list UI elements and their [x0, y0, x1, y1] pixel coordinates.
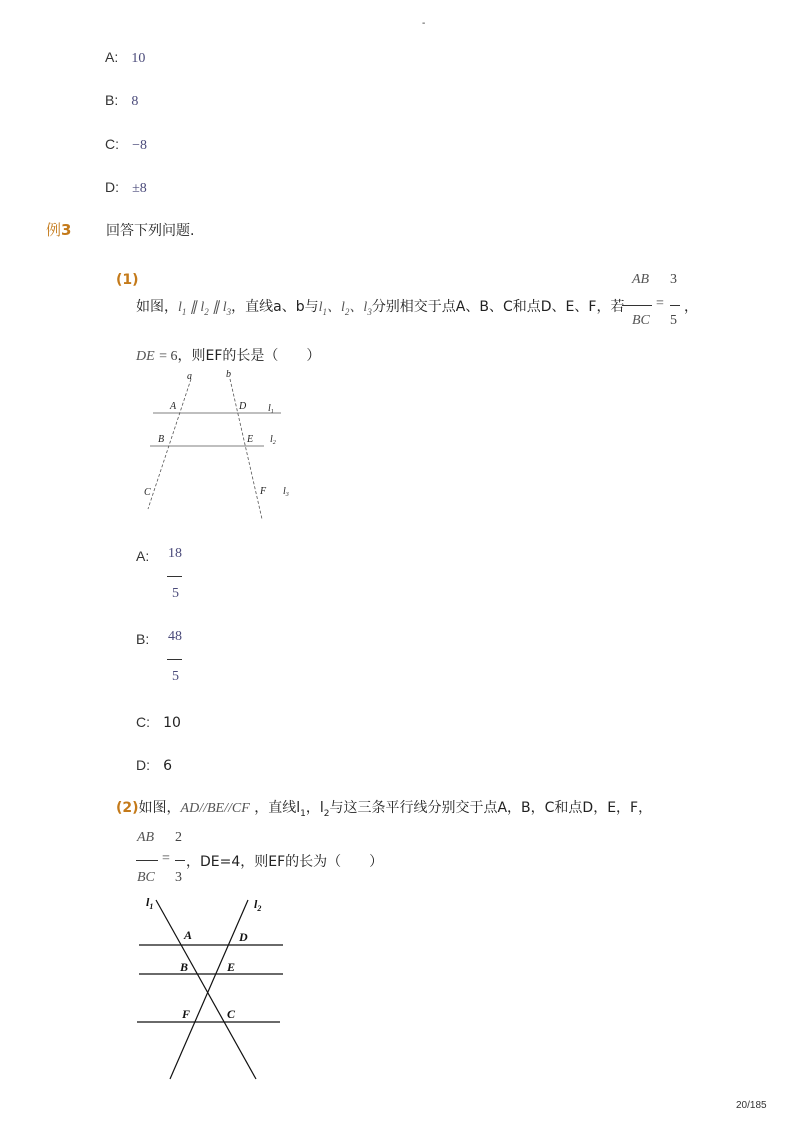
- label-A: A: [184, 928, 193, 942]
- q2-text-post2: ，l: [305, 800, 324, 816]
- q1-ratio-denominator: 5: [670, 313, 677, 328]
- option-fraction-bar: [167, 576, 182, 577]
- q1-de-value: = 6: [159, 349, 178, 364]
- option-value: 10: [131, 51, 146, 66]
- q2-ratio-denominator-var: BC: [137, 870, 155, 885]
- q2-figure: [130, 890, 300, 1085]
- q2-ratio-fraction-bar-2: [175, 860, 185, 861]
- label-D: D: [239, 930, 248, 944]
- q1-lines-expr: $l_1$、$l_2$、$l_3$: [318, 300, 372, 317]
- option-label: D:: [105, 179, 119, 195]
- q2-text-post: ，直线l: [254, 800, 301, 816]
- q2-ratio-denominator: 3: [175, 870, 182, 885]
- option-label: D:: [136, 757, 150, 773]
- q1-de-var: DE: [136, 349, 155, 364]
- q2-text-pre: 如图，: [138, 800, 181, 816]
- option-value: −8: [132, 138, 147, 153]
- prev-option-d[interactable]: [105, 177, 147, 197]
- q1-text-mid: ，直线a、b与: [231, 299, 319, 315]
- q1-figure: [136, 366, 306, 526]
- option-label: B:: [136, 631, 150, 647]
- option-value: 6: [163, 758, 173, 774]
- q1-line2-post: ，则EF的长是（ ）: [177, 348, 321, 364]
- q2-ratio-fraction-bar: [136, 860, 158, 861]
- label-B: B: [180, 960, 189, 974]
- example-text: 回答下列问题.: [106, 223, 195, 239]
- q1-text-pre: 如图，: [136, 299, 178, 315]
- q1-ratio-numerator-var: AB: [632, 272, 650, 287]
- prev-option-a[interactable]: [105, 47, 145, 67]
- q1-number: (1): [116, 272, 139, 288]
- label-F: F: [260, 486, 267, 497]
- option-label: C:: [136, 714, 150, 730]
- option-label: A:: [136, 548, 150, 564]
- label-C: C: [227, 1007, 236, 1021]
- label-C: C: [144, 487, 151, 498]
- option-value: 10: [163, 715, 181, 731]
- option-fraction-bar: [167, 659, 182, 660]
- example-prefix: 例: [46, 221, 62, 239]
- q2-text-post3: 与这三条平行线分别交于点A，B，C和点D，E，F，: [329, 800, 653, 816]
- label-D: D: [239, 401, 247, 412]
- q1-option-b[interactable]: [136, 629, 196, 689]
- q1-option-d[interactable]: [136, 755, 172, 774]
- example-label: [46, 219, 71, 240]
- label-E: E: [227, 960, 236, 974]
- q1-option-a[interactable]: [136, 546, 196, 606]
- q1-line2: [136, 345, 320, 365]
- header-mark: -: [422, 18, 426, 29]
- q2-sub2: 2: [323, 808, 330, 819]
- label-B: B: [158, 434, 165, 445]
- q2-ratio-equals: =: [162, 851, 170, 866]
- option-label: C:: [105, 136, 119, 152]
- label-E: E: [247, 434, 254, 445]
- q1-ratio-numerator: 3: [670, 272, 677, 287]
- q1-option-c[interactable]: [136, 712, 181, 731]
- example-number: 3: [61, 221, 72, 239]
- q1-line1: [136, 296, 624, 317]
- q1-comma: ，: [684, 299, 698, 315]
- label-A: A: [170, 401, 177, 412]
- option-value: 8: [131, 94, 139, 109]
- option-label: A:: [105, 49, 119, 65]
- q1-ratio-denominator-var: BC: [632, 313, 650, 328]
- label-b: b: [226, 369, 231, 380]
- option-denominator: 5: [172, 669, 179, 684]
- q2-sub1: 1: [300, 808, 306, 819]
- q2-line2-post: ，DE=4，则EF的长为（ ）: [186, 854, 384, 870]
- line-b: [230, 379, 262, 519]
- q2-ratio-numerator: 2: [175, 830, 182, 845]
- label-l1: $l_1$: [268, 403, 274, 415]
- prev-option-b[interactable]: [105, 90, 138, 110]
- option-label: B:: [105, 92, 119, 108]
- label-F: F: [182, 1007, 191, 1021]
- q2-line1: [116, 797, 652, 819]
- label-l1: $l_1$: [146, 895, 154, 911]
- q1-ratio-fraction-bar-2: [670, 305, 680, 306]
- q2-parallel-expr: AD//BE//CF: [180, 801, 250, 816]
- label-l2: $l_2$: [254, 897, 262, 913]
- line-l2: [170, 900, 248, 1079]
- label-a: a: [187, 371, 192, 382]
- line-l1: [156, 900, 256, 1079]
- option-value: ±8: [132, 181, 147, 196]
- line-a: [148, 379, 191, 509]
- prev-option-c[interactable]: [105, 134, 147, 154]
- q1-ratio-equals: =: [656, 296, 664, 311]
- q2-ratio-numerator-var: AB: [137, 830, 155, 845]
- q1-parallel-expr: $l_1$ ∥ $l_2$ ∥ $l_3$: [178, 300, 232, 317]
- q1-ratio-fraction-bar: [622, 305, 652, 306]
- label-l3: $l_3$: [283, 486, 289, 498]
- q2-number: (2): [116, 800, 139, 816]
- option-denominator: 5: [172, 586, 179, 601]
- option-numerator: 18: [168, 546, 182, 561]
- page-number: 20/185: [736, 1100, 767, 1111]
- label-l2: $l_2$: [270, 434, 276, 446]
- option-numerator: 48: [168, 629, 182, 644]
- q1-text-post: 分别相交于点A、B、C和点D、E、F，若: [371, 299, 625, 315]
